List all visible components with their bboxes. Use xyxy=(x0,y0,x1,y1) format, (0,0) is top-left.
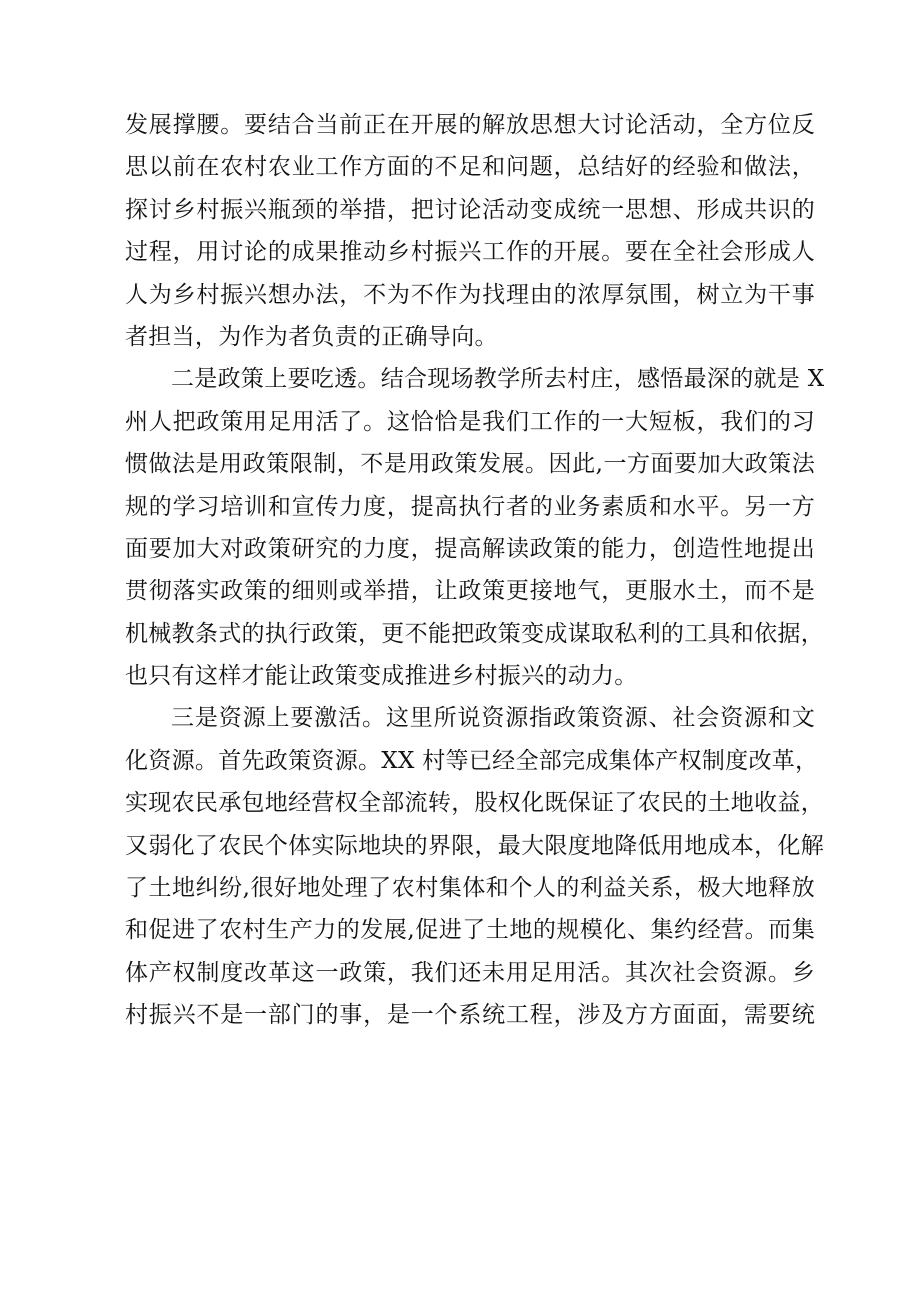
text-line: 发展撑腰。要结合当前正在开展的解放思想大讨论活动，全方位反 xyxy=(125,112,815,138)
text-line: 思以前在农村农业工作方面的不足和问题，总结好的经验和做法， xyxy=(125,154,815,181)
text-line: 又弱化了农民个体实际地块的界限，最大限度地降低用地成本，化解 xyxy=(125,832,824,859)
paragraph-last-line: 也只有这样才能让政策变成推进乡村振兴的动力。 xyxy=(125,663,638,690)
paragraph-last-line: 者担当，为作为者负责的正确导向。 xyxy=(125,323,498,350)
text-line: 和促进了农村生产力的发展,促进了土地的规模化、集约经营。而集 xyxy=(125,917,815,944)
text-line: 规的学习培训和宣传力度，提高执行者的业务素质和水平。另一方 xyxy=(125,493,815,520)
text-line: 贯彻落实政策的细则或举措，让政策更接地气，更服水土，而不是 xyxy=(125,578,815,605)
text-line: 州人把政策用足用活了。这恰恰是我们工作的一大短板，我们的习 xyxy=(125,408,815,435)
paragraph-heading-line: 三是资源上要激活。这里所说资源指政策资源、社会资源和文 xyxy=(171,705,815,732)
text-line: 探讨乡村振兴瓶颈的举措，把讨论活动变成统一思想、形成共识的 xyxy=(125,196,815,223)
text-line: 了土地纠纷,很好地处理了农村集体和个人的利益关系，极大地释放 xyxy=(125,875,815,902)
paragraph-heading-line: 二是政策上要吃透。结合现场教学所去村庄，感悟最深的就是 X xyxy=(171,366,825,393)
text-line: 村振兴不是一部门的事，是一个系统工程，涉及方方面面，需要统 xyxy=(125,1002,815,1029)
text-line: 体产权制度改革这一政策，我们还未用足用活。其次社会资源。乡 xyxy=(125,959,815,986)
text-line: 过程，用讨论的成果推动乡村振兴工作的开展。要在全社会形成人 xyxy=(125,239,815,266)
text-line: 惯做法是用政策限制，不是用政策发展。因此,一方面要加大政策法 xyxy=(125,451,815,478)
body-text xyxy=(125,104,825,1037)
text-line: 化资源。首先政策资源。XX 村等已经全部完成集体产权制度改革， xyxy=(125,747,819,774)
text-line: 面要加大对政策研究的力度，提高解读政策的能力，创造性地提出 xyxy=(125,535,815,562)
text-line: 人为乡村振兴想办法，不为不作为找理由的浓厚氛围，树立为干事 xyxy=(125,281,815,308)
text-line: 实现农民承包地经营权全部流转，股权化既保证了农民的土地收益， xyxy=(125,790,824,817)
text-line: 机械教条式的执行政策，更不能把政策变成谋取私利的工具和依据， xyxy=(125,620,824,647)
